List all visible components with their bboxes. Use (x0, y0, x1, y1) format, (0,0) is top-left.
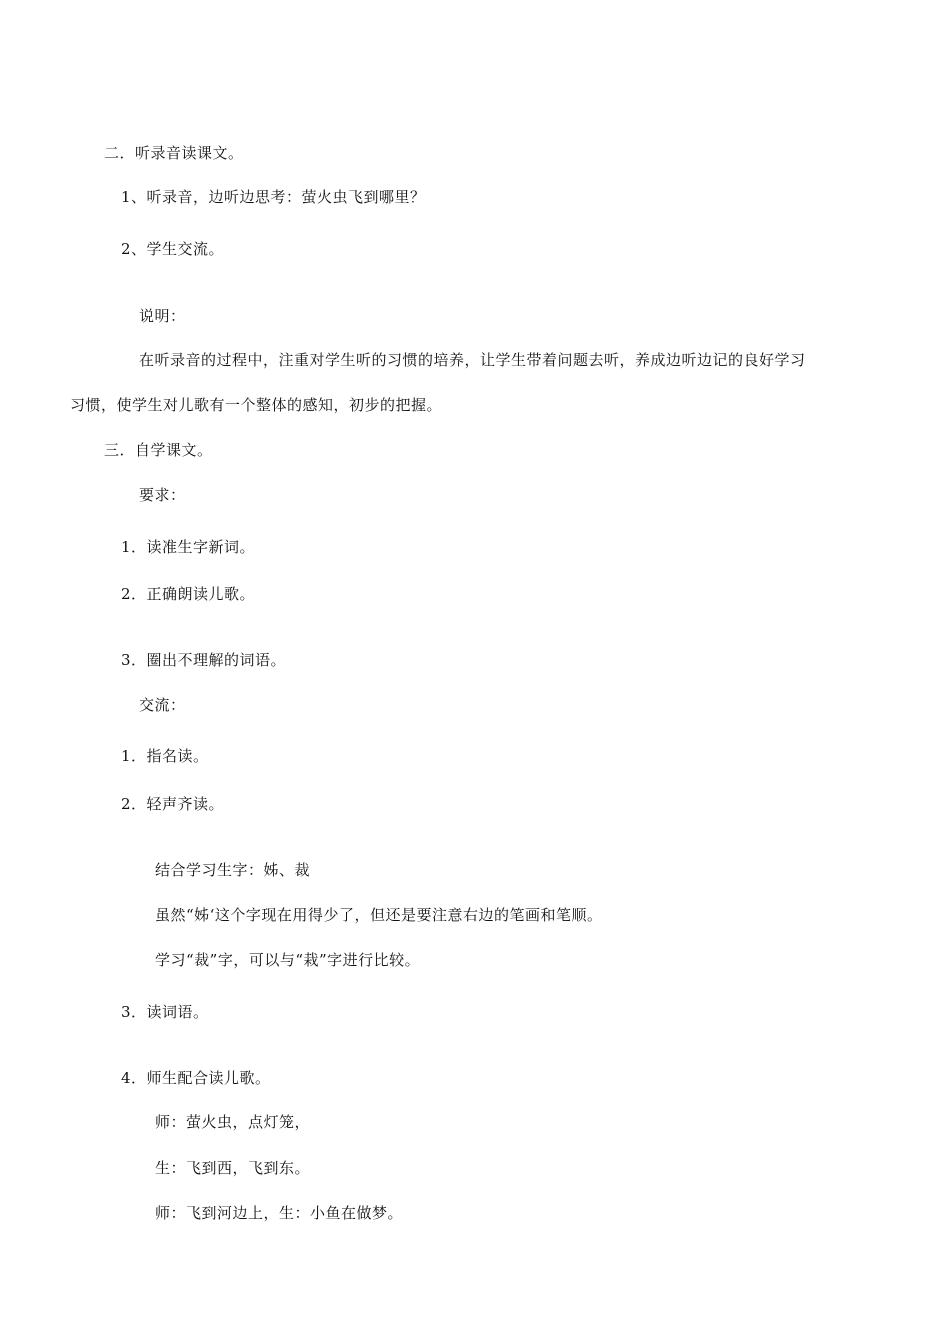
requirement-item-3: 3．圈出不理解的词语。 (121, 651, 287, 669)
exchange-item-2: 2．轻声齐读。 (121, 795, 225, 813)
dialog-line-3: 师：飞到河边上，生：小鱼在做梦。 (155, 1204, 404, 1222)
note-paragraph-line-2: 习惯，使学生对儿歌有一个整体的感知，初步的把握。 (70, 396, 443, 414)
exchange-item-4: 4．师生配合读儿歌。 (121, 1069, 271, 1087)
note-label: 说明： (139, 307, 186, 325)
list-item-student-exchange: 2、学生交流。 (121, 240, 225, 258)
dialog-line-1: 师：萤火虫，点灯笼， (155, 1113, 311, 1131)
exchange-item-3: 3．读词语。 (121, 1003, 209, 1021)
list-item-listen-think: 1、听录音，边听边思考：萤火虫飞到哪里？ (121, 188, 426, 206)
exchange-label: 交流： (139, 696, 186, 714)
characters-note-1: 虽然“姊‘这个字现在用得少了，但还是要注意右边的笔画和笔顺。 (155, 906, 603, 924)
characters-line: 结合学习生字：姊、裁 (155, 861, 311, 879)
exchange-item-1: 1．指名读。 (121, 747, 209, 765)
requirement-item-2: 2．正确朗读儿歌。 (121, 585, 256, 603)
requirement-item-1: 1．读准生字新词。 (121, 538, 256, 556)
dialog-line-2: 生：飞到西，飞到东。 (155, 1159, 311, 1177)
section-heading-listen: 二．听录音读课文。 (104, 144, 244, 162)
characters-note-2: 学习“裁”字，可以与“栽”字进行比较。 (155, 951, 421, 969)
note-paragraph-line-1: 在听录音的过程中，注重对学生听的习惯的培养，让学生带着问题去听，养成边听边记的良好学习 (139, 351, 806, 369)
section-heading-self-study: 三．自学课文。 (104, 441, 213, 459)
requirements-label: 要求： (139, 486, 186, 504)
